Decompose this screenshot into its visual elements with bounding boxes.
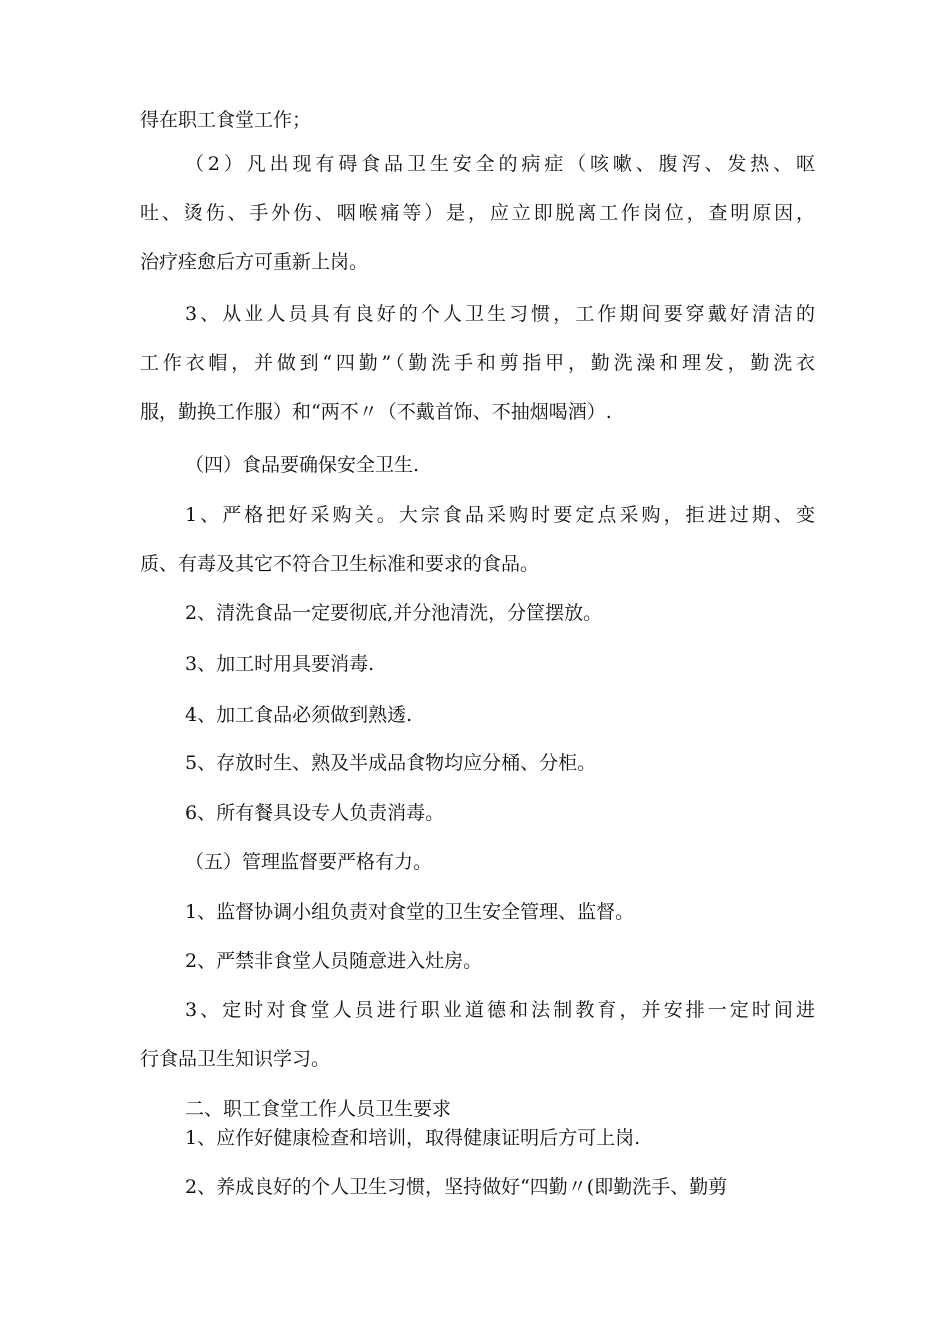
text-line: （2）凡出现有碍食品卫生安全的病症（咳嗽、腹泻、发热、呕 xyxy=(185,153,815,175)
text-line: 3、定时对食堂人员进行职业道德和法制教育，并安排一定时间进 xyxy=(185,999,815,1021)
text-line: 1、严格把好采购关。大宗食品采购时要定点采购，拒进过期、变 xyxy=(185,504,815,526)
text-line: 1、监督协调小组负责对食堂的卫生安全管理、监督。 xyxy=(185,901,635,923)
text-line: 工作衣帽，并做到“四勤”（勤洗手和剪指甲，勤洗澡和理发，勤洗衣 xyxy=(140,352,815,374)
text-line: 服，勤换工作服）和“两不〃（不戴首饰、不抽烟喝酒）. xyxy=(140,401,612,423)
text-line: 3、从业人员具有良好的个人卫生习惯，工作期间要穿戴好清洁的 xyxy=(185,303,815,325)
text-line: 4、加工食品必须做到熟透. xyxy=(185,704,413,726)
text-line: 得在职工食堂工作； xyxy=(140,109,312,131)
text-line: 治疗痊愈后方可重新上岗。 xyxy=(140,251,369,273)
text-line: 2、清洗食品一定要彻底,并分池清洗，分筐摆放。 xyxy=(185,602,603,624)
text-line: 5、存放时生、熟及半成品食物均应分桶、分柜。 xyxy=(185,752,597,774)
text-line: 3、加工时用具要消毒. xyxy=(185,653,375,675)
section-heading: （四）食品要确保安全卫生. xyxy=(185,454,420,476)
text-line: 吐、烫伤、手外伤、咽喉痛等）是，应立即脱离工作岗位，查明原因， xyxy=(140,202,815,224)
text-line: 质、有毒及其它不符合卫生标准和要求的食品。 xyxy=(140,553,540,575)
section-heading: （五）管理监督要严格有力。 xyxy=(185,851,433,873)
text-line: 2、严禁非食堂人员随意进入灶房。 xyxy=(185,950,483,972)
section-heading: 二、职工食堂工作人员卫生要求 xyxy=(185,1098,452,1120)
text-line: 2、养成良好的个人卫生习惯，坚持做好“四勤〃(即勤洗手、勤剪 xyxy=(185,1176,728,1198)
text-line: 行食品卫生知识学习。 xyxy=(140,1048,331,1070)
text-line: 1、应作好健康检查和培训，取得健康证明后方可上岗. xyxy=(185,1127,641,1149)
text-line: 6、所有餐具设专人负责消毒。 xyxy=(185,802,445,824)
